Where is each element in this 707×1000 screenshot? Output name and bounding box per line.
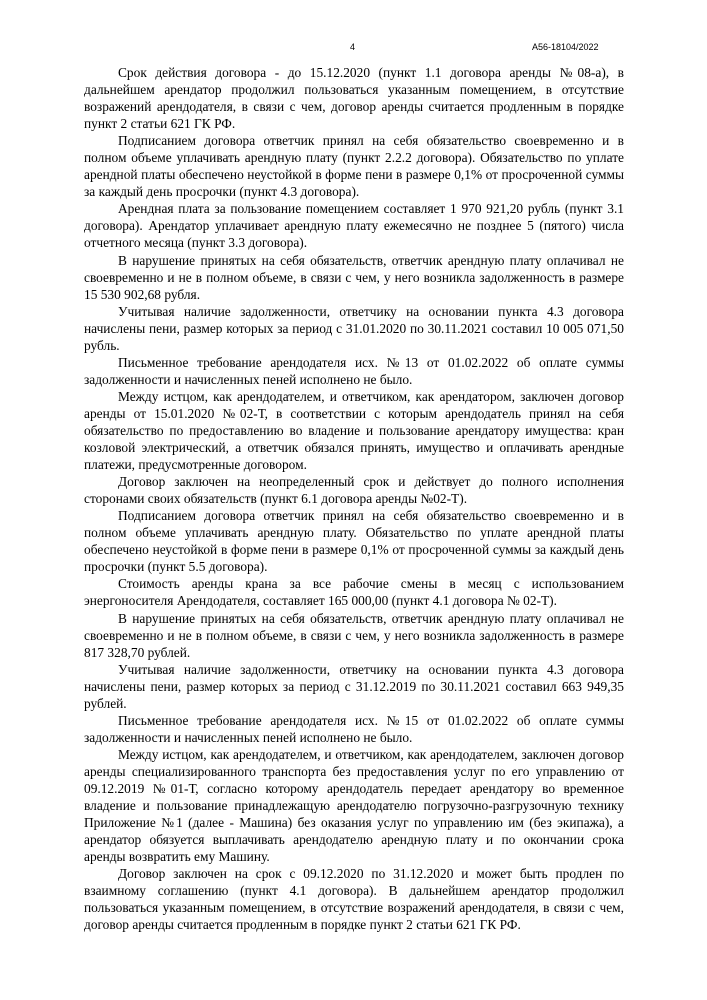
paragraph-crane-debt: В нарушение принятых на себя обязательств, ответчик арендную плату оплачивал не своевременно и не в полном объеме, в связи с чем, у него возникла задолженность в размере 817 328,70 рублей. — [84, 610, 624, 660]
paragraph-lease-term: Срок действия договора - до 15.12.2020 (пункт 1.1 договора аренды №08-а), в дальнейшем арендатор продолжил пользоваться указанным помещением, в отсутствие возражений арендодателя, в связи с чем, договор аренды считается продленным в порядке пункт 2 статьи 621 ГК РФ. — [84, 65, 624, 132]
document-body — [84, 64, 624, 933]
case-number: А56-18104/2022 — [532, 42, 599, 52]
paragraph-payment-obligation: Подписанием договора ответчик принял на себя обязательство своевременно и в полном объеме уплачивать арендную плату (пункт 2.2.2 договора). Обязательство по уплате арендной платы обеспечено неустойкой в форме пени в размере 0,1% от просроченной суммы за каждый день просрочки (пункт 4.3 договора). — [84, 133, 624, 200]
paragraph-crane-term: Договор заключен на неопределенный срок и действует до полного исполнения сторонами своих обязательств (пункт 6.1 договора аренды №02-Т). — [84, 474, 624, 507]
page-number: 4 — [350, 42, 356, 52]
paragraph-debt: В нарушение принятых на себя обязательств, ответчик арендную плату оплачивал не своевременно и не в полном объеме, в связи с чем, у него возникла задолженность в размере 15 530 902,68 рубля. — [84, 252, 624, 302]
paragraph-crane-penalty: Учитывая наличие задолженности, ответчику на основании пункта 4.3 договора начислены пени, размер которых за период с 31.12.2019 по 30.11.2021 составил 663 949,35 рублей. — [84, 661, 624, 711]
paragraph-rent-amount: Арендная плата за пользование помещением составляет 1 970 921,20 рубль (пункт 3.1 договора). Арендатор уплачивает арендную плату ежемесячно не позднее 5 (пятого) числа отчетного месяца (пункт 3.3 договора). — [84, 201, 624, 251]
paragraph-crane-claim-letter: Письменное требование арендодателя исх. №15 от 01.02.2022 об оплате суммы задолженности и начисленных пеней исполнено не было. — [84, 712, 624, 745]
paragraph-crane-cost: Стоимость аренды крана за все рабочие смены в месяц с использованием энергоносителя Арендодателя, составляет 165 000,00 (пункт 4.1 договора № 02-Т). — [84, 576, 624, 609]
page-header — [0, 42, 707, 56]
paragraph-transport-lease: Между истцом, как арендодателем, и ответчиком, как арендодателем, заключен договор аренды специализированного транспорта без предоставления услуг по его управлению от 09.12.2019 №01-Т, согласно которому арендодатель передает арендатору во временное владение и пользование принадлежащую арендодателю погрузочно-разгрузочную технику Приложение №1 (далее - Машина) без оказания услуг по управлению им (без экипажа), а арендатор обязуется выплачивать арендодателю арендную плату и по окончании срока аренды возвратить ему Машину. — [84, 746, 624, 865]
paragraph-penalty: Учитывая наличие задолженности, ответчику на основании пункта 4.3 договора начислены пени, размер которых за период с 31.01.2020 по 30.11.2021 составил 10 005 071,50 рубль. — [84, 303, 624, 353]
paragraph-crane-lease: Между истцом, как арендодателем, и ответчиком, как арендатором, заключен договор аренды от 15.01.2020 №02-Т, в соответствии с которым арендодатель принял на себя обязательство по предоставлению во владение и пользование арендатору имущества: кран козловой электрический, а ответчик обязался принять, имущество и оплачивать арендные платежи, предусмотренные договором. — [84, 388, 624, 473]
paragraph-crane-obligation: Подписанием договора ответчик принял на себя обязательство своевременно и в полном объеме уплачивать арендную плату. Обязательство по уплате арендной платы обеспечено неустойкой в форме пени в размере 0,1% от просроченной суммы за каждый день просрочки (пункт 5.5 договора). — [84, 508, 624, 575]
paragraph-transport-term: Договор заключен на срок с 09.12.2020 по 31.12.2020 и может быть продлен по взаимному соглашению (пункт 4.1 договора). В дальнейшем арендатор продолжил пользоваться указанным помещением, в отсутствие возражений арендодателя, в связи с чем, договор аренды считается продленным в порядке пункт 2 статьи 621 ГК РФ. — [84, 866, 624, 933]
paragraph-claim-letter: Письменное требование арендодателя исх. №13 от 01.02.2022 об оплате суммы задолженности и начисленных пеней исполнено не было. — [84, 354, 624, 387]
